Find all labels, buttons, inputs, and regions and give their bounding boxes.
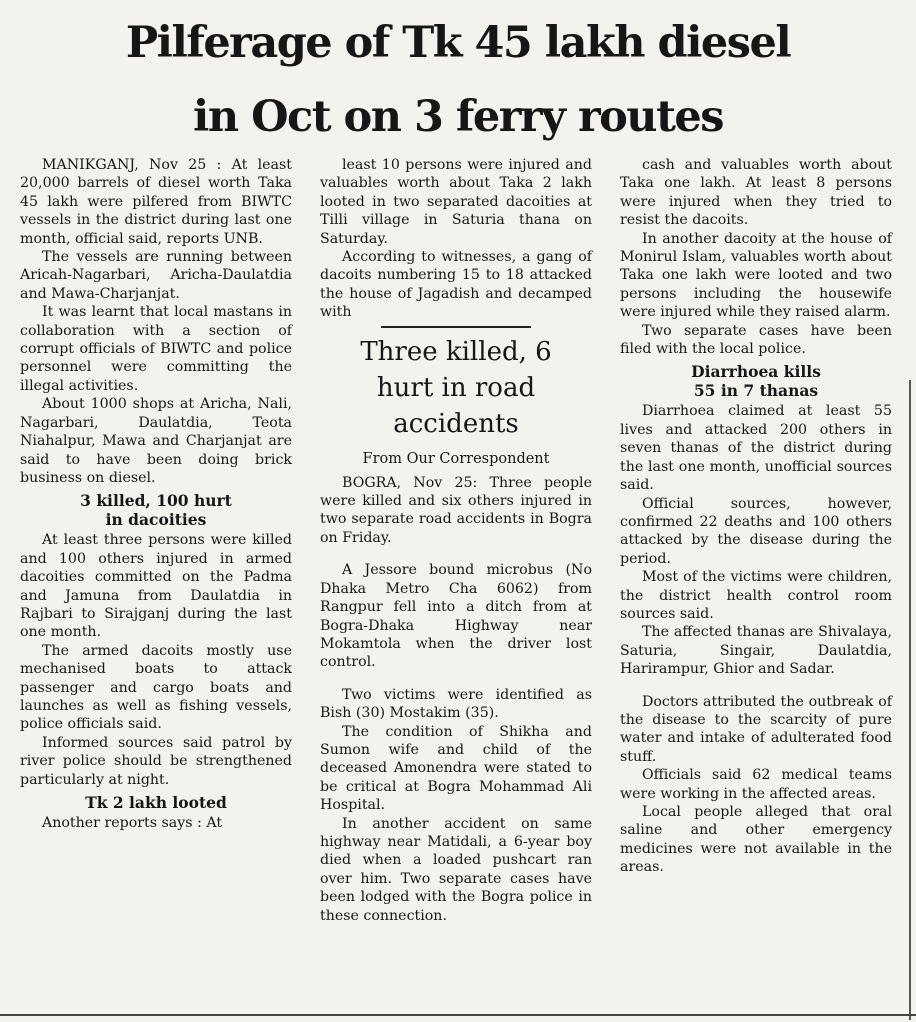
- paragraph: Diarrhoea claimed at least 55 lives and attacked 200 others in seven thanas of the district during the last one month, unofficial sources said.: [620, 403, 892, 494]
- paragraph: The armed dacoits mostly use mechanised boats to attack passenger and cargo boats and launches as well as fishing vessels, police officials said.: [20, 642, 292, 733]
- headline-line: hurt in road: [376, 372, 536, 403]
- paragraph: Local people alleged that oral saline and other emergency medicines were not available in the areas.: [620, 804, 892, 876]
- paragraph: Doctors attributed the outbreak of the disease to the scarcity of pure water and intake of adulterated food stuff.: [620, 693, 892, 765]
- column-3: [620, 156, 892, 877]
- headline-line: Three killed, 6: [360, 336, 552, 367]
- section-divider: [381, 326, 531, 328]
- paragraph: According to witnesses, a gang of dacoits numbering 15 to 18 attacked the house of Jagadish and decamped with: [320, 249, 592, 321]
- paragraph: The condition of Shikha and Sumon wife and child of the deceased Amonendra were stated to be critical at Bogra Mohammad Ali Hospital.: [320, 723, 592, 814]
- subhead-line: 55 in 7 thanas: [693, 381, 819, 401]
- road-accidents-headline: [320, 334, 592, 442]
- subhead-line: in dacoities: [105, 510, 207, 530]
- paragraph: least 10 persons were injured and valuables worth about Taka 2 lakh looted in two separated dacoities at Tilli village in Saturia thana on Saturday.: [320, 157, 592, 247]
- column-rule: [909, 380, 911, 1020]
- headline-line-1: Pilferage of Tk 45 lakh diesel: [125, 18, 791, 68]
- paragraph: Officials said 62 medical teams were working in the affected areas.: [620, 767, 892, 802]
- paragraph: MANIKGANJ, Nov 25 : At least 20,000 barrels of diesel worth Taka 45 lakh were pilfered from BIWTC vessels in the district during last one month, official said, reports UNB.: [20, 157, 292, 247]
- subhead-line: 3 killed, 100 hurt: [80, 491, 232, 511]
- paragraph: BOGRA, Nov 25: Three people were killed and six others injured in two separate road accidents in Bogra on Friday.: [320, 474, 592, 546]
- paragraph: Informed sources said patrol by river police should be strengthened particularly at night.: [20, 734, 292, 788]
- paragraph: Most of the victims were children, the district health control room sources said.: [620, 569, 892, 622]
- subhead-looted: Tk 2 lakh looted: [85, 793, 227, 812]
- column-1: [20, 156, 292, 832]
- subhead-line: Diarrhoea kills: [691, 362, 821, 382]
- paragraph: Two victims were identified as Bish (30) Mostakim (35).: [320, 686, 592, 722]
- subhead-dacoities: [20, 491, 292, 529]
- headline-line-2: in Oct on 3 ferry routes: [193, 92, 723, 142]
- subhead-diarrhoea: [620, 362, 892, 400]
- paragraph: In another accident on same highway near Matidali, a 6-year boy died when a loaded pushcart ran over him. Two separate cases have been lodged with the Bogra police in these connection.: [320, 815, 592, 924]
- paragraph: The vessels are running between Aricah-Nagarbari, Aricha-Daulatdia and Mawa-Charjanjat.: [20, 249, 292, 302]
- paragraph: Two separate cases have been filed with the local police.: [620, 322, 892, 358]
- paragraph: cash and valuables worth about Taka one lakh. At least 8 persons were injured when they tried to resist the dacoits.: [620, 157, 892, 229]
- bottom-rule: [0, 1014, 916, 1016]
- paragraph: About 1000 shops at Aricha, Nali, Nagarbari, Daulatdia, Teota Niahalpur, Mawa and Charjanjat are said to have been doing brick business on diesel.: [20, 396, 292, 486]
- headline: [0, 6, 916, 154]
- headline-line: accidents: [393, 408, 519, 439]
- paragraph: A Jessore bound microbus (No Dhaka Metro Cha 6062) from Rangpur fell into a ditch from at Bogra-Dhaka Highway near Mokamtola when the driver lost control.: [320, 562, 592, 671]
- paragraph: At least three persons were killed and 100 others injured in armed dacoities committed on the Padma and Jamuna from Daulatdia in Rajbari to Sirajganj during the last one month.: [20, 532, 292, 641]
- paragraph: Another reports says : At: [42, 815, 223, 831]
- paragraph: It was learnt that local mastans in collaboration with a section of corrupt officials of BIWTC and police personnel were committing the illegal activities.: [20, 304, 292, 394]
- byline: From Our Correspondent: [362, 450, 550, 467]
- paragraph: In another dacoity at the house of Monirul Islam, valuables worth about Taka one lakh were looted and two persons including the housewife were injured while they raised alarm.: [620, 230, 892, 321]
- paragraph: Official sources, however, confirmed 22 deaths and 100 others attacked by the disease during the period.: [620, 495, 892, 567]
- column-2: [320, 156, 592, 925]
- paragraph: The affected thanas are Shivalaya, Saturia, Singair, Daulatdia, Harirampur, Ghior and Sadar.: [620, 624, 892, 678]
